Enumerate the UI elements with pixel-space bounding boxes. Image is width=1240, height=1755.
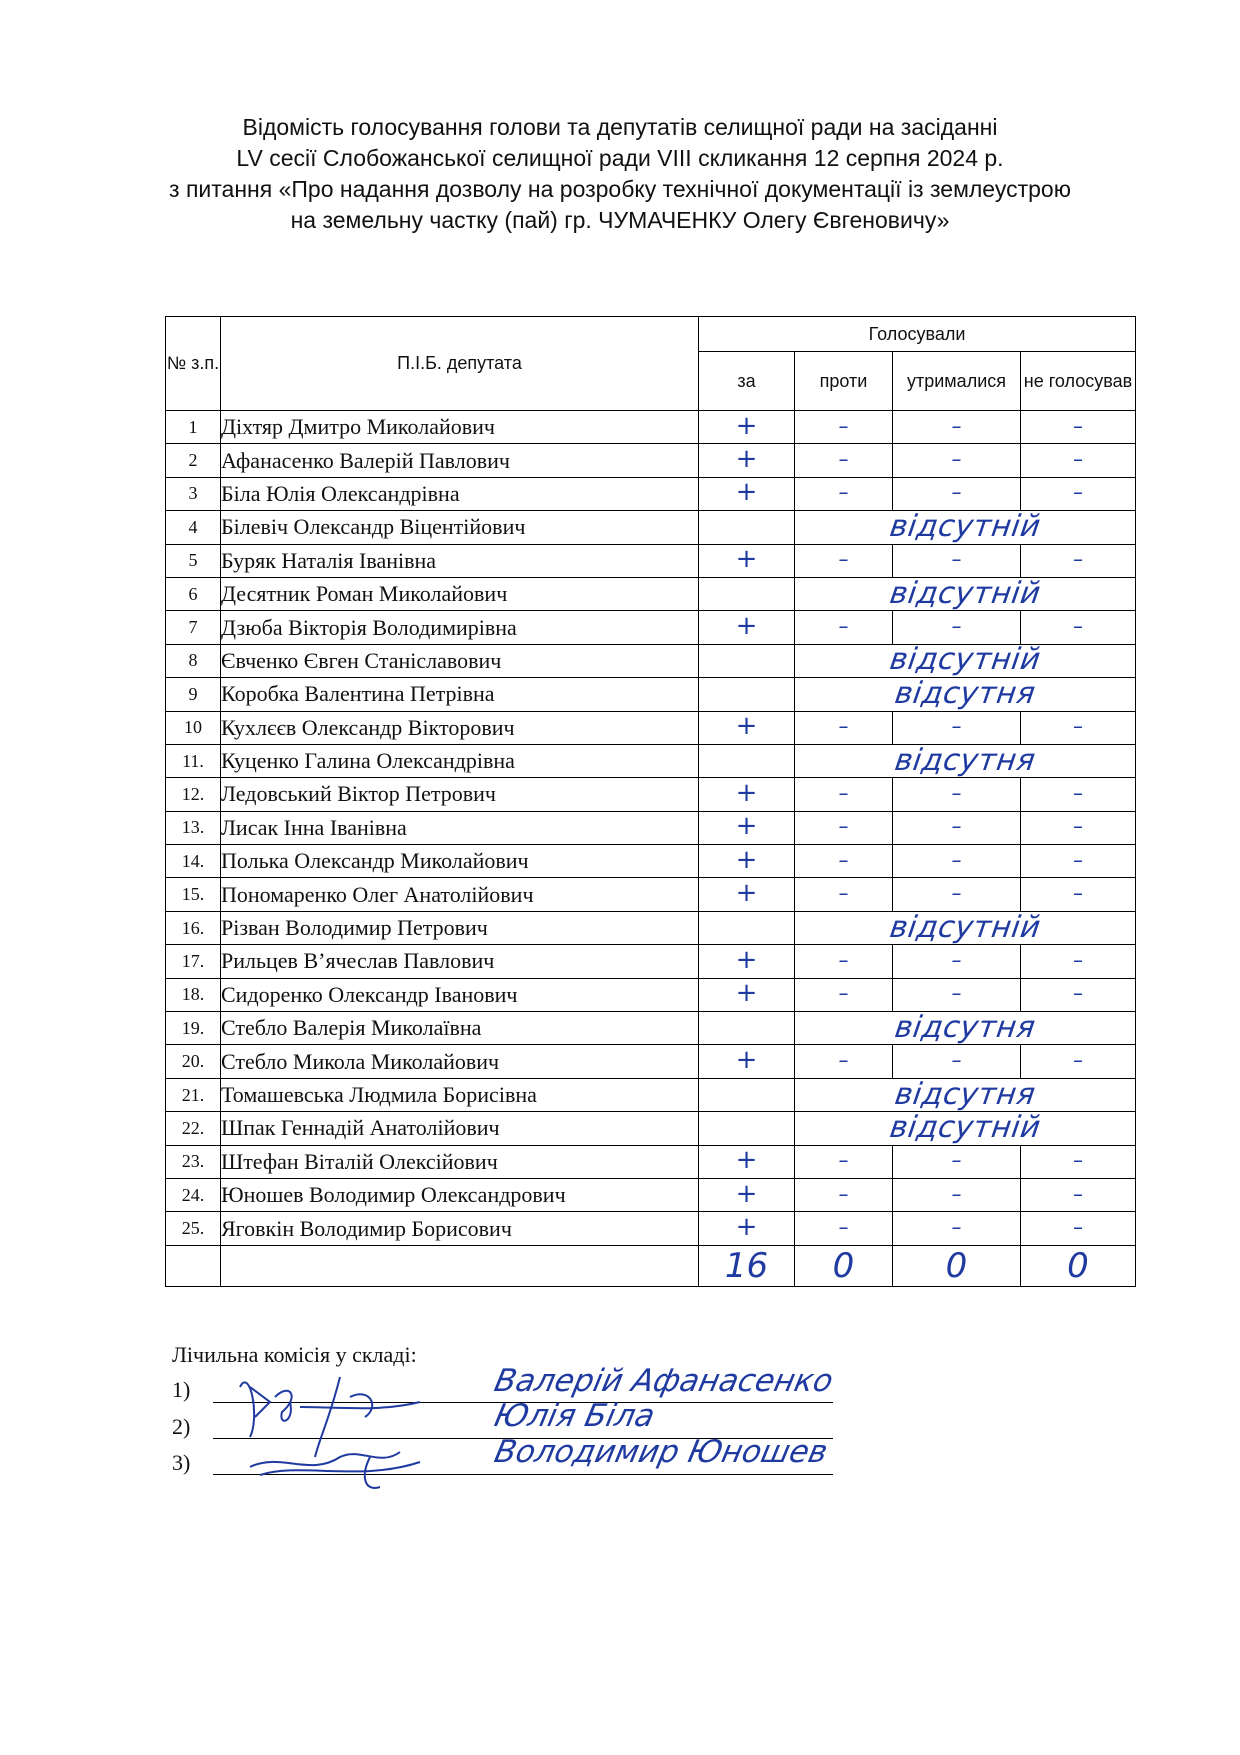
vote-abstained-mark: – <box>951 1181 962 1206</box>
deputy-name: Шпак Геннадій Анатолійович <box>221 1112 699 1145</box>
vote-for-cell <box>699 978 795 1011</box>
row-number: 10 <box>166 711 221 744</box>
vote-against-mark: – <box>838 814 849 839</box>
commission-member-signature: Юлія Біла <box>491 1398 658 1434</box>
deputy-name: Стебло Микола Миколайович <box>221 1045 699 1078</box>
table-row <box>166 1178 1136 1211</box>
vote-abstained-cell <box>893 1212 1021 1245</box>
row-number: 20. <box>166 1045 221 1078</box>
vote-for-cell <box>699 1112 795 1145</box>
deputy-name: Дзюба Вікторія Володимирівна <box>221 611 699 644</box>
deputy-name: Пономаренко Олег Анатолійович <box>221 878 699 911</box>
vote-for-cell <box>699 945 795 978</box>
total-not-voted: 0 <box>1067 1245 1089 1286</box>
vote-for-mark: + <box>735 477 758 508</box>
row-number: 21. <box>166 1078 221 1111</box>
row-number: 14. <box>166 845 221 878</box>
vote-not-voted-mark: – <box>1073 714 1083 739</box>
absent-cell <box>795 1109 1136 1145</box>
vote-for-mark: + <box>735 711 758 742</box>
table-row <box>166 845 1136 878</box>
vote-abstained-cell <box>893 1145 1021 1178</box>
document-title <box>160 112 1080 236</box>
vote-for-mark: + <box>735 611 758 642</box>
vote-not-voted-cell <box>1021 711 1136 744</box>
vote-abstained-cell <box>893 711 1021 744</box>
vote-against-mark: – <box>838 981 849 1006</box>
deputy-name: Білевіч Олександр Віцентійович <box>221 511 699 544</box>
vote-against-mark: – <box>838 1181 849 1206</box>
table-row <box>166 945 1136 978</box>
vote-for-cell <box>699 577 795 610</box>
vote-against-cell <box>795 611 893 644</box>
vote-for-mark: + <box>735 811 758 842</box>
totals-row <box>166 1245 1136 1286</box>
vote-for-cell <box>699 811 795 844</box>
vote-for-cell <box>699 1012 795 1045</box>
vote-for-mark: + <box>735 878 758 909</box>
vote-against-mark: – <box>838 1215 849 1240</box>
vote-abstained-cell <box>893 1045 1021 1078</box>
absent-mark: відсутня <box>892 675 1038 711</box>
row-number: 15. <box>166 878 221 911</box>
vote-not-voted-cell <box>1021 1212 1136 1245</box>
vote-for-mark: + <box>735 410 758 441</box>
vote-abstained-cell <box>893 611 1021 644</box>
absent-cell <box>795 911 1136 944</box>
vote-against-cell <box>795 1045 893 1078</box>
vote-for-cell <box>699 1212 795 1245</box>
vote-for-cell <box>699 411 795 444</box>
vote-against-cell <box>795 778 893 811</box>
total-for: 16 <box>724 1245 769 1286</box>
row-number: 1 <box>166 411 221 444</box>
absent-cell <box>795 1009 1136 1045</box>
table-row <box>166 978 1136 1011</box>
vote-against-cell <box>795 477 893 510</box>
row-number: 18. <box>166 978 221 1011</box>
deputy-name: Рильцев В’ячеслав Павлович <box>221 945 699 978</box>
row-number: 6 <box>166 577 221 610</box>
row-number: 5 <box>166 544 221 577</box>
vote-against-mark: – <box>838 447 849 472</box>
absent-cell <box>795 577 1136 610</box>
vote-for-cell <box>699 477 795 510</box>
header-abstained: утрималися <box>893 352 1021 411</box>
table-row <box>166 611 1136 644</box>
row-number: 11. <box>166 744 221 777</box>
vote-for-mark: + <box>735 1178 758 1209</box>
vote-for-cell <box>699 511 795 544</box>
vote-not-voted-cell <box>1021 477 1136 510</box>
total-against: 0 <box>832 1245 855 1286</box>
table-row <box>166 744 1136 777</box>
row-number: 16. <box>166 911 221 944</box>
vote-for-cell <box>699 1045 795 1078</box>
vote-not-voted-cell <box>1021 611 1136 644</box>
vote-against-cell <box>795 411 893 444</box>
vote-not-voted-cell <box>1021 1178 1136 1211</box>
table-row <box>166 1045 1136 1078</box>
commission-member-number: 3) <box>172 1450 191 1475</box>
vote-for-cell <box>699 1145 795 1178</box>
vote-abstained-mark: – <box>951 480 962 505</box>
vote-not-voted-mark: – <box>1073 780 1083 805</box>
vote-for-mark: + <box>735 944 758 975</box>
deputy-name: Штефан Віталій Олексійович <box>221 1145 699 1178</box>
vote-not-voted-cell <box>1021 778 1136 811</box>
vote-for-mark: + <box>735 1212 758 1243</box>
absent-cell <box>795 744 1136 777</box>
vote-not-voted-mark: – <box>1073 480 1083 505</box>
vote-not-voted-mark: – <box>1073 947 1083 972</box>
title-line: з питання «Про надання дозволу на розробку технічної документації із землеустрою <box>169 176 1071 202</box>
vote-against-cell <box>795 845 893 878</box>
vote-not-voted-cell <box>1021 544 1136 577</box>
table-row <box>166 577 1136 610</box>
vote-for-cell <box>699 878 795 911</box>
commission-member-signature: Валерій Афанасенко <box>491 1363 837 1399</box>
row-number: 22. <box>166 1112 221 1145</box>
vote-abstained-mark: – <box>951 547 962 572</box>
vote-abstained-cell <box>893 444 1021 477</box>
absent-mark: відсутній <box>887 508 1043 544</box>
vote-for-mark: + <box>735 844 758 875</box>
table-row <box>166 711 1136 744</box>
vote-against-mark: – <box>838 614 849 639</box>
title-line: на земельну частку (пай) гр. ЧУМАЧЕНКУ Олегу Євгеновичу» <box>290 207 950 233</box>
vote-against-cell <box>795 711 893 744</box>
deputy-name: Лисак Інна Іванівна <box>221 811 699 844</box>
table-row <box>166 778 1136 811</box>
absent-cell <box>795 675 1136 711</box>
vote-not-voted-cell <box>1021 1045 1136 1078</box>
vote-against-mark: – <box>838 1048 849 1073</box>
vote-not-voted-mark: – <box>1073 981 1083 1006</box>
vote-against-cell <box>795 444 893 477</box>
deputy-name: Буряк Наталія Іванівна <box>221 544 699 577</box>
vote-not-voted-mark: – <box>1073 447 1083 472</box>
header-for: за <box>699 352 795 411</box>
table-row <box>166 544 1136 577</box>
vote-not-voted-mark: – <box>1073 614 1083 639</box>
vote-for-mark: + <box>735 777 758 808</box>
vote-for-mark: + <box>735 544 758 575</box>
vote-for-mark: + <box>735 444 758 475</box>
absent-mark: відсутній <box>887 909 1043 945</box>
vote-against-mark: – <box>838 881 849 906</box>
vote-against-cell <box>795 1145 893 1178</box>
vote-against-mark: – <box>838 714 849 739</box>
header-voted: Голосували <box>699 317 1136 352</box>
vote-not-voted-mark: – <box>1073 1181 1083 1206</box>
vote-abstained-cell <box>893 778 1021 811</box>
deputy-name: Десятник Роман Миколайович <box>221 577 699 610</box>
absent-mark: відсутня <box>892 742 1038 778</box>
vote-against-mark: – <box>838 1148 849 1173</box>
deputy-name: Євченко Євген Станіславович <box>221 644 699 677</box>
absent-mark: відсутня <box>892 1009 1038 1045</box>
vote-abstained-mark: – <box>951 447 962 472</box>
absent-cell <box>795 644 1136 677</box>
vote-not-voted-mark: – <box>1073 413 1083 438</box>
vote-not-voted-mark: – <box>1073 1048 1083 1073</box>
commission-member-signature: Володимир Юношев <box>491 1434 831 1470</box>
vote-abstained-mark: – <box>951 847 962 872</box>
vote-abstained-cell <box>893 845 1021 878</box>
vote-for-cell <box>699 611 795 644</box>
commission-member-number: 1) <box>172 1377 191 1402</box>
deputy-name: Стебло Валерія Миколаївна <box>221 1012 699 1045</box>
table-row <box>166 1145 1136 1178</box>
row-number: 4 <box>166 511 221 544</box>
row-number: 19. <box>166 1012 221 1045</box>
deputy-name: Біла Юлія Олександрівна <box>221 477 699 510</box>
vote-against-mark: – <box>838 547 849 572</box>
row-number: 7 <box>166 611 221 644</box>
deputy-name: Томашевська Людмила Борисівна <box>221 1078 699 1111</box>
table-row <box>166 811 1136 844</box>
absent-mark: відсутній <box>887 575 1043 611</box>
row-number: 3 <box>166 477 221 510</box>
vote-abstained-cell <box>893 477 1021 510</box>
row-number: 2 <box>166 444 221 477</box>
vote-not-voted-mark: – <box>1073 547 1083 572</box>
vote-against-mark: – <box>838 413 849 438</box>
vote-not-voted-cell <box>1021 444 1136 477</box>
title-line: LV сесії Слобожанської селищної ради VIII скликання 12 серпня 2024 р. <box>236 145 1004 171</box>
vote-abstained-mark: – <box>951 780 962 805</box>
table-row <box>166 444 1136 477</box>
vote-not-voted-cell <box>1021 811 1136 844</box>
vote-for-mark: + <box>735 1045 758 1076</box>
vote-not-voted-mark: – <box>1073 1215 1083 1240</box>
vote-not-voted-mark: – <box>1073 881 1083 906</box>
table-row <box>166 1212 1136 1245</box>
absent-cell <box>795 508 1136 544</box>
vote-not-voted-cell <box>1021 945 1136 978</box>
vote-abstained-cell <box>893 544 1021 577</box>
vote-for-cell <box>699 778 795 811</box>
absent-mark: відсутня <box>892 1076 1038 1112</box>
vote-for-cell <box>699 744 795 777</box>
row-number: 17. <box>166 945 221 978</box>
vote-not-voted-mark: – <box>1073 814 1083 839</box>
vote-abstained-cell <box>893 945 1021 978</box>
vote-abstained-cell <box>893 811 1021 844</box>
vote-against-cell <box>795 1178 893 1211</box>
absent-cell <box>795 1078 1136 1111</box>
deputy-name: Різван Володимир Петрович <box>221 911 699 944</box>
deputy-name: Ледовський Віктор Петрович <box>221 778 699 811</box>
table-row <box>166 477 1136 510</box>
vote-not-voted-cell <box>1021 411 1136 444</box>
vote-abstained-mark: – <box>951 614 962 639</box>
vote-against-cell <box>795 544 893 577</box>
deputy-name: Полька Олександр Миколайович <box>221 845 699 878</box>
vote-abstained-mark: – <box>951 1215 962 1240</box>
vote-for-cell <box>699 1078 795 1111</box>
deputy-name: Куценко Галина Олександрівна <box>221 744 699 777</box>
totals-empty-cell <box>221 1245 699 1286</box>
deputy-name: Яговкін Володимир Борисович <box>221 1212 699 1245</box>
row-number: 8 <box>166 644 221 677</box>
vote-not-voted-mark: – <box>1073 847 1083 872</box>
table-row <box>166 511 1136 544</box>
table-row <box>166 644 1136 677</box>
row-number: 24. <box>166 1178 221 1211</box>
vote-not-voted-cell <box>1021 878 1136 911</box>
table-row <box>166 878 1136 911</box>
absent-mark: відсутній <box>887 642 1043 678</box>
row-number: 25. <box>166 1212 221 1245</box>
vote-abstained-mark: – <box>951 981 962 1006</box>
vote-for-cell <box>699 678 795 711</box>
vote-against-mark: – <box>838 847 849 872</box>
vote-not-voted-cell <box>1021 845 1136 878</box>
table-row <box>166 411 1136 444</box>
vote-against-cell <box>795 878 893 911</box>
vote-against-cell <box>795 811 893 844</box>
vote-against-mark: – <box>838 947 849 972</box>
totals-empty-cell <box>166 1245 221 1286</box>
vote-for-cell <box>699 444 795 477</box>
vote-abstained-cell <box>893 411 1021 444</box>
title-line: Відомість голосування голови та депутатів селищної ради на засіданні <box>242 114 998 140</box>
deputy-name: Юношев Володимир Олександрович <box>221 1178 699 1211</box>
vote-not-voted-mark: – <box>1073 1148 1083 1173</box>
vote-abstained-cell <box>893 978 1021 1011</box>
absent-mark: відсутній <box>887 1109 1043 1145</box>
vote-against-cell <box>795 945 893 978</box>
vote-for-cell <box>699 544 795 577</box>
vote-against-mark: – <box>838 480 849 505</box>
row-number: 9 <box>166 678 221 711</box>
vote-for-cell <box>699 911 795 944</box>
commission-member-number: 2) <box>172 1414 191 1439</box>
header-name: П.І.Б. депутата <box>221 317 699 411</box>
vote-for-cell <box>699 845 795 878</box>
deputy-name: Афанасенко Валерій Павлович <box>221 444 699 477</box>
header-not-voted: не голосував <box>1021 352 1136 411</box>
total-abstained: 0 <box>945 1245 968 1286</box>
table-row <box>166 678 1136 711</box>
vote-abstained-cell <box>893 878 1021 911</box>
vote-for-cell <box>699 711 795 744</box>
deputy-name: Коробка Валентина Петрівна <box>221 678 699 711</box>
row-number: 13. <box>166 811 221 844</box>
commission-label: Лічильна комісія у складі: <box>172 1342 417 1367</box>
vote-for-cell <box>699 644 795 677</box>
row-number: 12. <box>166 778 221 811</box>
vote-against-mark: – <box>838 780 849 805</box>
row-number: 23. <box>166 1145 221 1178</box>
vote-against-cell <box>795 978 893 1011</box>
vote-against-cell <box>795 1212 893 1245</box>
table-row <box>166 1112 1136 1145</box>
vote-for-mark: + <box>735 978 758 1009</box>
vote-abstained-mark: – <box>951 814 962 839</box>
header-against: проти <box>795 352 893 411</box>
voting-table <box>165 316 1136 1287</box>
vote-not-voted-cell <box>1021 1145 1136 1178</box>
signature-scribbles <box>220 1357 470 1497</box>
table-row <box>166 911 1136 944</box>
deputy-name: Діхтяр Дмитро Миколайович <box>221 411 699 444</box>
vote-abstained-mark: – <box>951 1148 962 1173</box>
vote-abstained-cell <box>893 1178 1021 1211</box>
vote-abstained-mark: – <box>951 714 962 739</box>
vote-abstained-mark: – <box>951 947 962 972</box>
deputy-name: Сидоренко Олександр Іванович <box>221 978 699 1011</box>
table-row <box>166 1078 1136 1111</box>
deputy-name: Кухлєєв Олександр Вікторович <box>221 711 699 744</box>
vote-for-mark: + <box>735 1145 758 1176</box>
header-number: № з.п. <box>166 317 221 411</box>
vote-abstained-mark: – <box>951 413 962 438</box>
table-row <box>166 1012 1136 1045</box>
vote-not-voted-cell <box>1021 978 1136 1011</box>
vote-abstained-mark: – <box>951 1048 962 1073</box>
vote-for-cell <box>699 1178 795 1211</box>
vote-abstained-mark: – <box>951 881 962 906</box>
